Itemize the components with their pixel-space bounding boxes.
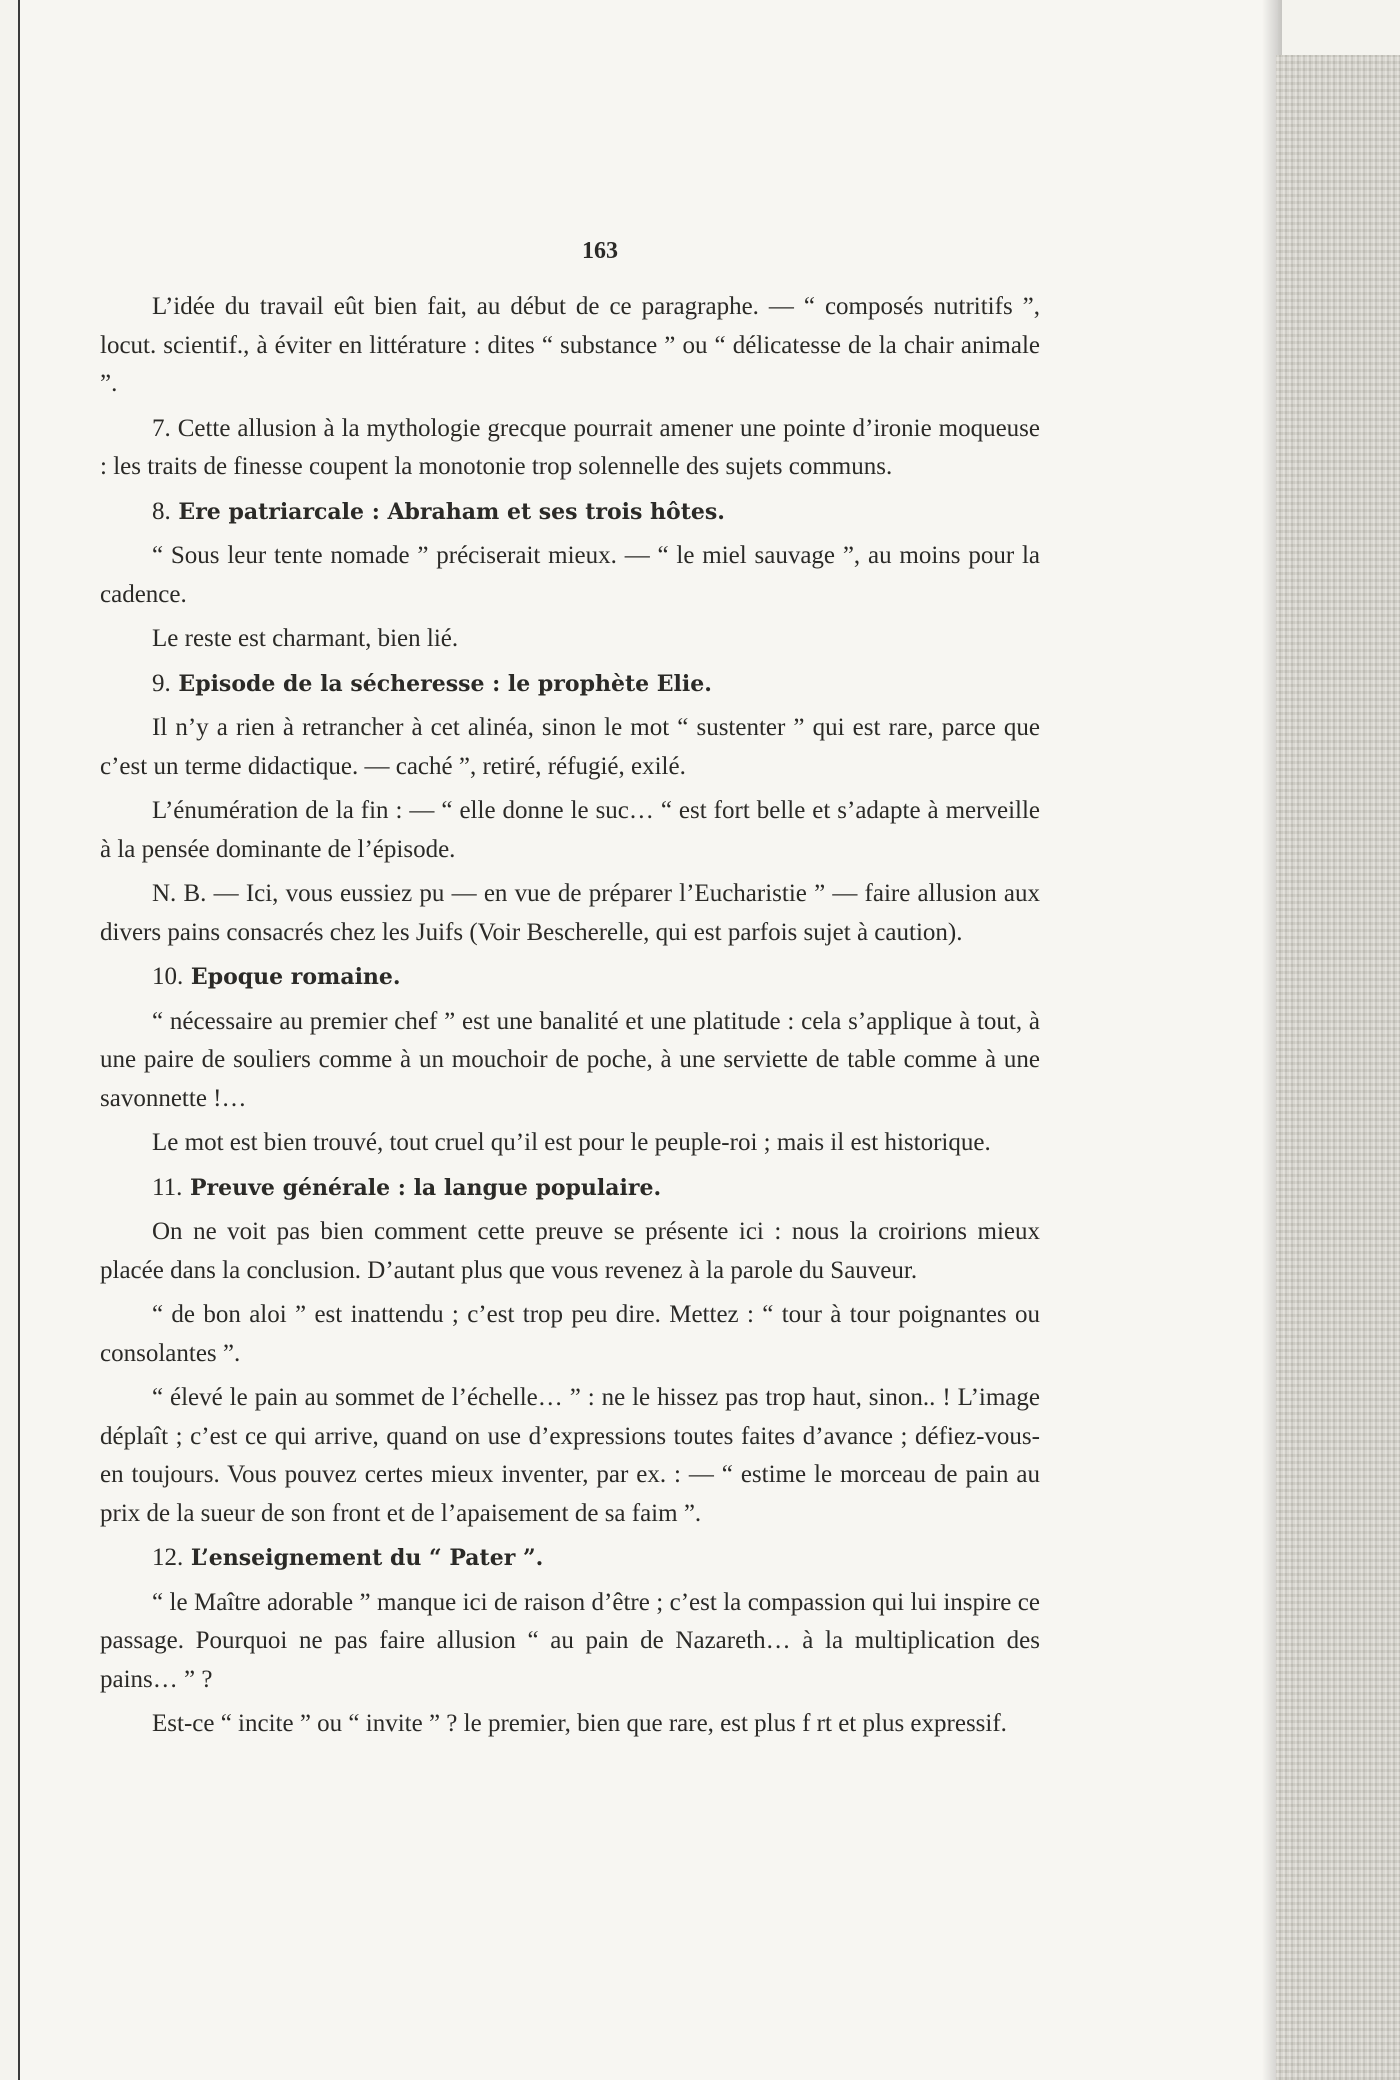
- page-edge: [1276, 55, 1400, 2080]
- section-title: Episode de la sécheresse : le prophète Elie.: [178, 670, 712, 697]
- paragraph: “ le Maître adorable ” manque ici de raison d’être ; c’est la compassion qui lui inspire ce passage. Pourquoi ne pas faire allusion “ au pain de Nazareth… à la multiplication des pains… ” ?: [100, 1588, 1040, 1693]
- section-number: 10.: [152, 963, 184, 990]
- paragraph: “ Sous leur tente nomade ” préciserait mieux. — “ le miel sauvage ”, au moins pour la cadence.: [100, 542, 1040, 608]
- paragraph: “ nécessaire au premier chef ” est une banalité et une platitude : cela s’applique à tout, à une paire de souliers comme à un mouchoir de poche, à une serviette de table comme à une savonnette !…: [100, 1007, 1040, 1112]
- paragraph: L’idée du travail eût bien fait, au début de ce paragraphe. — “ composés nutritifs ”, locut. scientif., à éviter en littérature : dites “ substance ” ou “ délicatesse de la chair animale ”.: [100, 293, 1040, 397]
- section-heading: [100, 493, 1040, 532]
- section-title: L’enseignement du “ Pater ”.: [190, 1545, 544, 1571]
- paragraph: Le reste est charmant, bien lié.: [152, 625, 459, 652]
- paragraph: L’énumération de la fin : — “ elle donne le suc… “ est fort belle et s’adapte à merveille à la pensée dominante de l’épisode.: [100, 797, 1040, 863]
- paragraph: Le mot est bien trouvé, tout cruel qu’il est pour le peuple-roi ; mais il est historique.: [152, 1129, 991, 1156]
- paragraph: N. B. — Ici, vous eussiez pu — en vue de préparer l’Eucharistie ” — faire allusion aux divers pains consacrés chez les Juifs (Voir Bescherelle, qui est parfois sujet à caution).: [100, 880, 1040, 946]
- section-number: 8.: [152, 497, 171, 525]
- section-title: Ere patriarcale : Abraham et ses trois hôtes.: [178, 498, 725, 525]
- section-title: Preuve générale : la langue populaire.: [190, 1174, 662, 1201]
- section-heading: [100, 665, 1040, 704]
- paragraph: 7. Cette allusion à la mythologie grecque pourrait amener une pointe d’ironie moqueuse : les traits de finesse coupent la monotonie trop solennelle des sujets communs.: [100, 414, 1040, 480]
- section-number: 11.: [152, 1173, 183, 1201]
- paragraph: “ élevé le pain au sommet de l’échelle… ” : ne le hissez pas trop haut, sinon.. ! L’image déplaît ; c’est ce qui arrive, quand on use d’expressions toutes faites d’avance ; défiez-vous-en toujours. Vous pouvez certes mieux inventer, par ex. : — “ estime le morceau de pain au prix de la sueur de son front et de l’apaisement de sa faim ”.: [100, 1384, 1040, 1527]
- section-title: Epoque romaine.: [190, 964, 401, 990]
- section-heading: [100, 958, 1040, 997]
- section-heading: [100, 1539, 1040, 1578]
- paragraph: Est-ce “ incite ” ou “ invite ” ? le premier, bien que rare, est plus f rt et plus expressif.: [152, 1710, 1007, 1737]
- paragraph: “ de bon aloi ” est inattendu ; c’est trop peu dire. Mettez : “ tour à tour poignantes ou consolantes ”.: [100, 1301, 1040, 1367]
- page-body: [100, 288, 1040, 1750]
- page-number: 163: [582, 238, 618, 264]
- paragraph: Il n’y a rien à retrancher à cet alinéa, sinon le mot “ sustenter ” qui est rare, parce que c’est un terme didactique. — caché ”, retiré, réfugié, exilé.: [100, 714, 1040, 780]
- section-number: 12.: [152, 1544, 184, 1571]
- section-number: 9.: [152, 669, 171, 697]
- paragraph: On ne voit pas bien comment cette preuve se présente ici : nous la croirions mieux placée dans la conclusion. D’autant plus que vous revenez à la parole du Sauveur.: [100, 1218, 1040, 1284]
- section-heading: [100, 1169, 1040, 1208]
